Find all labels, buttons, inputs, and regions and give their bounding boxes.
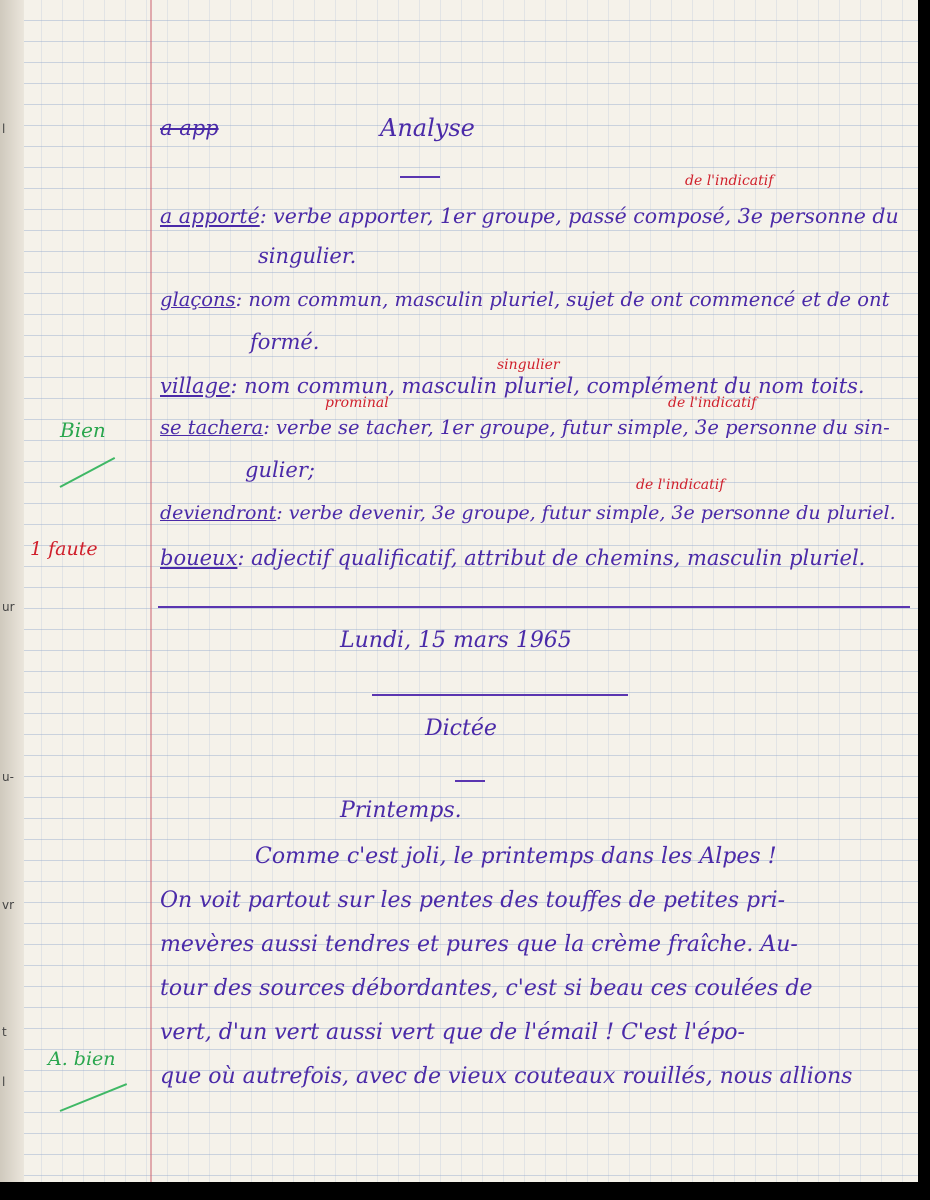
dictee-line: vert, d'un vert aussi vert que de l'émail ! C'est l'épo-: [160, 1020, 745, 1045]
dictee-line: On voit partout sur les pentes des touffes de petites pri-: [160, 888, 786, 913]
analyse-entry: [160, 548, 865, 569]
edge-fragment: l: [2, 122, 6, 136]
date-underline: [372, 694, 628, 696]
title-dash: [400, 176, 440, 178]
analyse-continuation: singulier.: [258, 244, 357, 268]
page-title: Analyse: [380, 114, 475, 142]
date-heading: Lundi, 15 mars 1965: [340, 628, 572, 653]
analyse-text: : nom commun, masculin pluriel, complément du nom toits.: [230, 374, 865, 398]
analyse-term: a apporté: [160, 204, 260, 228]
margin-error-count: 1 faute: [30, 538, 98, 560]
correction-note: de l'indicatif: [636, 477, 725, 493]
dictee-line: tour des sources débordantes, c'est si beau ces coulées de: [160, 976, 813, 1001]
edge-fragment: vr: [2, 898, 15, 912]
edge-fragment: l: [2, 1075, 6, 1089]
analyse-continuation: gulier;: [245, 458, 315, 482]
section-divider: [158, 606, 910, 608]
dictee-line: mevères aussi tendres et pures que la crème fraîche. Au-: [160, 932, 798, 957]
dictee-title: Dictée: [425, 716, 497, 741]
analyse-entry: [160, 206, 899, 227]
analyse-text: : adjectif qualificatif, attribut de chemins, masculin pluriel.: [237, 546, 866, 570]
correction-note: prominal: [325, 395, 389, 411]
analyse-term: village: [160, 374, 231, 398]
margin-line: [150, 0, 152, 1182]
dictee-line: que où autrefois, avec de vieux couteaux rouillés, nous allions: [160, 1064, 853, 1089]
analyse-term: boueux: [160, 546, 238, 570]
correction-note: de l'indicatif: [668, 395, 757, 411]
margin-grade: Bien: [60, 418, 106, 442]
dictee-line: Comme c'est joli, le printemps dans les Alpes !: [255, 844, 777, 869]
green-check-stroke: [60, 457, 116, 488]
edge-fragment: u-: [2, 770, 14, 784]
analyse-entry: [160, 376, 865, 397]
edge-fragment: t: [2, 1025, 7, 1039]
analyse-entry: [160, 290, 889, 310]
edge-fragment: ur: [2, 600, 15, 614]
analyse-term: se tachera: [160, 416, 264, 439]
analyse-continuation: formé.: [250, 330, 320, 354]
analyse-text: : verbe se tacher, 1er groupe, futur simple, 3e personne du sin-: [263, 416, 890, 439]
analyse-term: deviendront: [160, 502, 277, 524]
analyse-entry: [160, 504, 896, 523]
analyse-text: : nom commun, masculin pluriel, sujet de ont commencé et de ont: [235, 288, 890, 311]
margin-grade: A. bien: [48, 1048, 116, 1070]
analyse-term: glaçons: [160, 288, 236, 311]
page-binding-edge: [0, 0, 24, 1182]
analyse-text: : verbe apporter, 1er groupe, passé composé, 3e personne du: [259, 204, 899, 228]
correction-note: de l'indicatif: [685, 173, 774, 189]
correction-note: singulier: [497, 357, 560, 373]
analyse-text: : verbe devenir, 3e groupe, futur simple, 3e personne du pluriel.: [276, 502, 896, 524]
title-dash: [455, 780, 485, 782]
green-check-stroke: [60, 1083, 128, 1112]
crossed-out-word: a app: [160, 116, 219, 140]
analyse-entry: [160, 418, 890, 438]
dictee-subtitle: Printemps.: [340, 798, 462, 823]
